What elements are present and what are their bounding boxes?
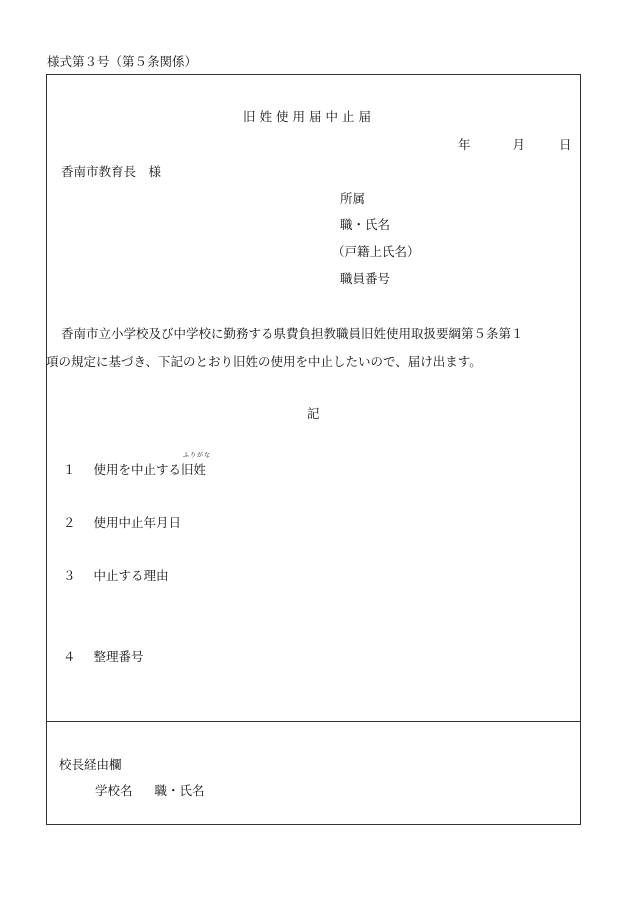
item-1 — [63, 452, 212, 478]
item-2-label: 使用中止年月日 — [93, 515, 181, 530]
section-divider — [46, 721, 581, 722]
date-day-label: 日 — [558, 137, 572, 152]
item-1-ruby-text: ふりがな — [183, 452, 212, 459]
staff-number-label: 職員番号 — [340, 271, 391, 286]
form-number: 様式第３号（第５条関係） — [47, 54, 198, 69]
item-3 — [63, 566, 169, 584]
item-4-label: 整理番号 — [93, 649, 144, 664]
body-paragraph — [46, 320, 581, 376]
item-1-ruby — [181, 452, 212, 478]
principal-position-name-label: 職・氏名 — [154, 783, 205, 798]
item-2 — [63, 513, 181, 531]
date-year-label: 年 — [458, 137, 471, 152]
item-2-number: ２ — [63, 515, 76, 530]
item-4-number: ４ — [63, 649, 76, 664]
principal-section-title: 校長経由欄 — [59, 757, 122, 772]
date-line — [458, 135, 571, 153]
form-frame — [46, 74, 581, 825]
body-line-1: 香南市立小学校及び中学校に勤務する県費負担教職員旧姓使用取扱要綱第５条第１ — [61, 326, 524, 341]
principal-section-fields — [95, 781, 205, 799]
addressee: 香南市教育長 様 — [61, 164, 162, 179]
family-register-name-label: （戸籍上氏名） — [332, 244, 420, 259]
body-line-2: 項の規定に基づき、下記のとおり旧姓の使用を中止したいので、届け出ます。 — [46, 354, 482, 369]
item-3-label: 中止する理由 — [93, 568, 169, 583]
form-title: 旧姓使用届中止届 — [243, 109, 376, 124]
item-3-number: ３ — [63, 568, 76, 583]
record-heading: 記 — [307, 406, 320, 421]
item-1-number: １ — [63, 462, 76, 477]
item-1-ruby-base: 旧姓 — [181, 462, 207, 477]
position-name-label: 職・氏名 — [340, 217, 391, 232]
school-name-label: 学校名 — [95, 783, 133, 798]
item-4 — [63, 647, 144, 665]
item-1-label-prefix: 使用を中止する — [93, 462, 181, 477]
date-month-label: 月 — [512, 137, 525, 152]
affiliation-label: 所属 — [340, 191, 366, 206]
